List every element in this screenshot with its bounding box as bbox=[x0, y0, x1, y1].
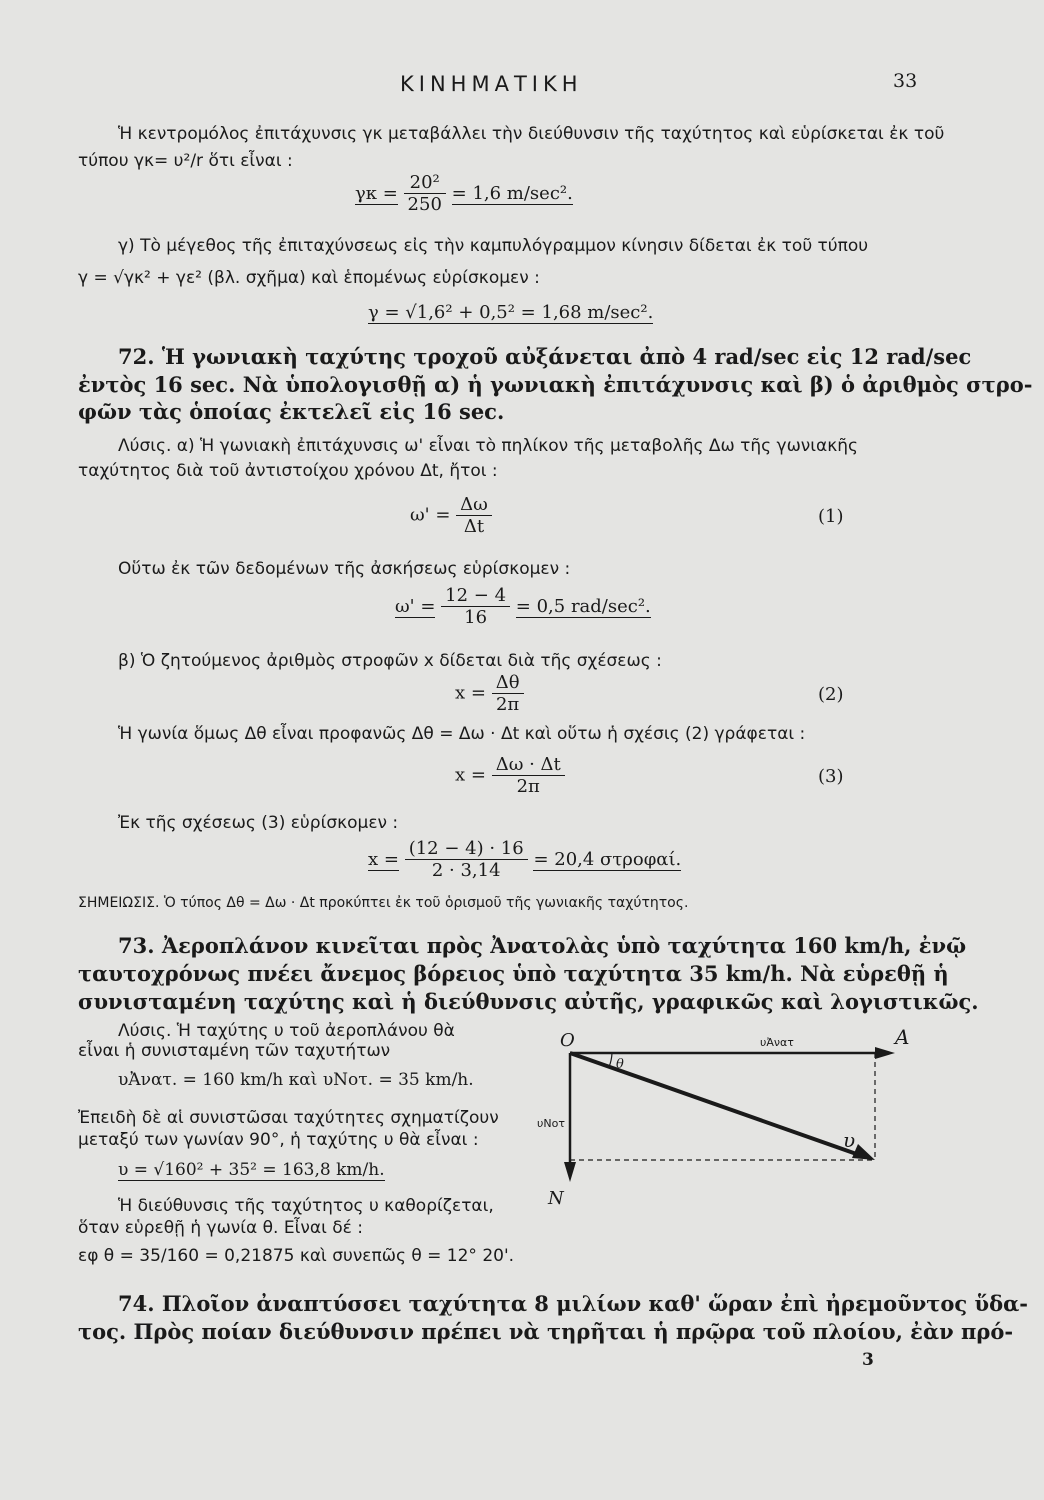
solution-line: ὅταν εὑρεθῇ ἡ γωνία θ. Εἶναι δέ : bbox=[78, 1218, 363, 1238]
denominator: 2π bbox=[492, 693, 524, 715]
problem-74-line: τος. Πρὸς ποίαν διεύθυνσιν πρέπει νὰ τηρῆται ἡ πρῷρα τοῦ πλοίου, ἐὰν πρό- bbox=[78, 1319, 1014, 1344]
vector-diagram bbox=[530, 1020, 930, 1220]
theta-arc bbox=[609, 1053, 612, 1067]
solution-line: εἶναι ἡ συνισταμένη τῶν ταχυτήτων bbox=[78, 1041, 391, 1061]
eq-lhs: ω' = bbox=[410, 504, 451, 526]
paragraph-line: γ) Τὸ μέγεθος τῆς ἐπιταχύνσεως εἰς τὴν καμπυλόγραμμον κίνησιν δίδεται ἐκ τοῦ τύπου bbox=[118, 236, 869, 256]
eq-lhs: γκ = bbox=[355, 182, 398, 204]
fraction bbox=[404, 172, 446, 215]
label-east-velocity: υἈνατ bbox=[760, 1036, 794, 1049]
label-O: O bbox=[560, 1030, 575, 1051]
signature-mark: 3 bbox=[862, 1350, 874, 1370]
solution-line: Λύσις. Ἡ ταχύτης υ τοῦ ἀεροπλάνου θὰ bbox=[118, 1021, 455, 1041]
equation-resultant: υ = √160² + 35² = 163,8 km/h. bbox=[118, 1160, 385, 1180]
problem-74-line: 74. Πλοῖον ἀναπτύσσει ταχύτητα 8 μιλίων καθ' ὥραν ἐπὶ ἠρεμοῦντος ὕδα- bbox=[118, 1291, 1028, 1316]
fraction bbox=[405, 838, 528, 881]
equation-2 bbox=[395, 585, 651, 628]
eq-result: = 20,4 στροφαί. bbox=[533, 848, 682, 870]
numerator: Δθ bbox=[495, 672, 520, 693]
eq-result: = 0,5 rad/sec². bbox=[515, 595, 651, 617]
fraction bbox=[492, 754, 565, 797]
paragraph-line: γ = √γκ² + γε² (βλ. σχῆμα) καὶ ἑπομένως εὑρίσκομεν : bbox=[78, 268, 540, 288]
label-south-velocity: υΝοτ bbox=[537, 1117, 565, 1130]
problem-72-line: φῶν τὰς ὁποίας ἐκτελεῖ εἰς 16 sec. bbox=[78, 399, 505, 424]
label-v: υ bbox=[843, 1128, 856, 1152]
solution-line: Λύσις. α) Ἡ γωνιακὴ ἐπιτάχυνσις ω' εἶναι τὸ πηλίκον τῆς μεταβολῆς Δω τῆς γωνιακῆς bbox=[118, 436, 859, 456]
eq-lhs: x = bbox=[368, 848, 399, 870]
eq-result: = 1,6 m/sec². bbox=[451, 182, 573, 204]
solution-line: ταχύτητος διὰ τοῦ ἀντιστοίχου χρόνου Δt, ἤτοι : bbox=[78, 461, 498, 481]
eq-lhs: ω' = bbox=[395, 595, 436, 617]
numerator: 20² bbox=[409, 172, 440, 193]
equation-1 bbox=[410, 494, 492, 537]
solution-line: Ἡ γωνία ὅμως Δθ εἶναι προφανῶς Δθ = Δω · Δt καὶ οὕτω ἡ σχέσις (2) γράφεται : bbox=[118, 724, 806, 744]
eq-lhs: x = bbox=[455, 682, 486, 704]
resultant-arrowhead bbox=[852, 1144, 875, 1160]
resultant-vector bbox=[570, 1053, 865, 1157]
eq-lhs: x = bbox=[455, 764, 486, 786]
denominator: 2π bbox=[492, 775, 565, 797]
fraction bbox=[492, 672, 524, 715]
numerator: 12 − 4 bbox=[445, 585, 507, 606]
label-N: N bbox=[548, 1188, 564, 1209]
given-values: υἈνατ. = 160 km/h καὶ υΝοτ. = 35 km/h. bbox=[118, 1070, 474, 1090]
equation-3 bbox=[455, 672, 524, 715]
solution-line: μεταξύ των γωνίαν 90°, ἡ ταχύτης υ θὰ εἶναι : bbox=[78, 1130, 479, 1150]
solution-line: Ἡ διεύθυνσις τῆς ταχύτητος υ καθορίζεται, bbox=[118, 1196, 494, 1216]
south-arrowhead bbox=[564, 1162, 576, 1182]
equation-tag: (2) bbox=[818, 684, 844, 705]
denominator: 16 bbox=[441, 606, 510, 628]
solution-line: Οὕτω ἐκ τῶν δεδομένων τῆς ἀσκήσεως εὑρίσκομεν : bbox=[118, 559, 571, 579]
page-number: 33 bbox=[893, 70, 918, 92]
equation-tag: (1) bbox=[818, 506, 844, 527]
east-arrowhead bbox=[875, 1047, 895, 1059]
solution-line: β) Ὁ ζητούμενος ἀριθμὸς στροφῶν x δίδεται διὰ τῆς σχέσεως : bbox=[118, 651, 662, 671]
denominator: 2 · 3,14 bbox=[405, 859, 528, 881]
note: ΣΗΜΕΙΩΣΙΣ. Ὁ τύπος Δθ = Δω · Δt προκύπτει ἐκ τοῦ ὁρισμοῦ τῆς γωνιακῆς ταχύτητος. bbox=[78, 895, 689, 911]
running-head: ΚΙΝΗΜΑΤΙΚΗ bbox=[400, 72, 583, 96]
solution-line: Ἐκ τῆς σχέσεως (3) εὑρίσκομεν : bbox=[118, 813, 399, 833]
problem-73-line: ταυτοχρόνως πνέει ἄνεμος βόρειος ὑπὸ ταχύτητα 35 km/h. Νὰ εὑρεθῇ ἡ bbox=[78, 961, 949, 986]
label-A: A bbox=[895, 1025, 910, 1049]
equation-total-acceleration: γ = √1,6² + 0,5² = 1,68 m/sec². bbox=[368, 302, 654, 323]
label-theta: θ bbox=[616, 1057, 624, 1072]
problem-72-line: ἐντὸς 16 sec. Νὰ ὑπολογισθῇ α) ἡ γωνιακὴ ἐπιτάχυνσις καὶ β) ὁ ἀριθμὸς στρο- bbox=[78, 372, 1033, 397]
denominator: 250 bbox=[404, 193, 446, 215]
numerator: Δω · Δt bbox=[495, 754, 561, 775]
fraction bbox=[456, 494, 492, 537]
denominator: Δt bbox=[456, 515, 492, 537]
equation-4 bbox=[455, 754, 565, 797]
fraction bbox=[441, 585, 510, 628]
equation-tag: (3) bbox=[818, 766, 844, 787]
paragraph-line: τύπου γκ= υ²/r ὅτι εἶναι : bbox=[78, 151, 293, 171]
equation-5 bbox=[368, 838, 681, 881]
problem-73-line: συνισταμένη ταχύτης καὶ ἡ διεύθυνσις αὐτῆς, γραφικῶς καὶ λογιστικῶς. bbox=[78, 989, 979, 1014]
solution-line: Ἐπειδὴ δὲ αἱ συνιστῶσαι ταχύτητες σχηματίζουν bbox=[78, 1108, 499, 1128]
problem-73-line: 73. Ἀεροπλάνον κινεῖται πρὸς Ἀνατολὰς ὑπὸ ταχύτητα 160 km/h, ἐνῷ bbox=[118, 933, 967, 958]
numerator: (12 − 4) · 16 bbox=[408, 838, 524, 859]
paragraph-line: Ἡ κεντρομόλος ἐπιτάχυνσις γκ μεταβάλλει τὴν διεύθυνσιν τῆς ταχύτητος καὶ εὑρίσκεται ἐκ τοῦ bbox=[118, 124, 945, 144]
numerator: Δω bbox=[460, 494, 488, 515]
equation-centripetal bbox=[355, 172, 573, 215]
solution-line: εφ θ = 35/160 = 0,21875 καὶ συνεπῶς θ = 12° 20'. bbox=[78, 1246, 515, 1266]
problem-72-line: 72. Ἡ γωνιακὴ ταχύτης τροχοῦ αὐξάνεται ἀπὸ 4 rad/sec εἰς 12 rad/sec bbox=[118, 344, 972, 369]
